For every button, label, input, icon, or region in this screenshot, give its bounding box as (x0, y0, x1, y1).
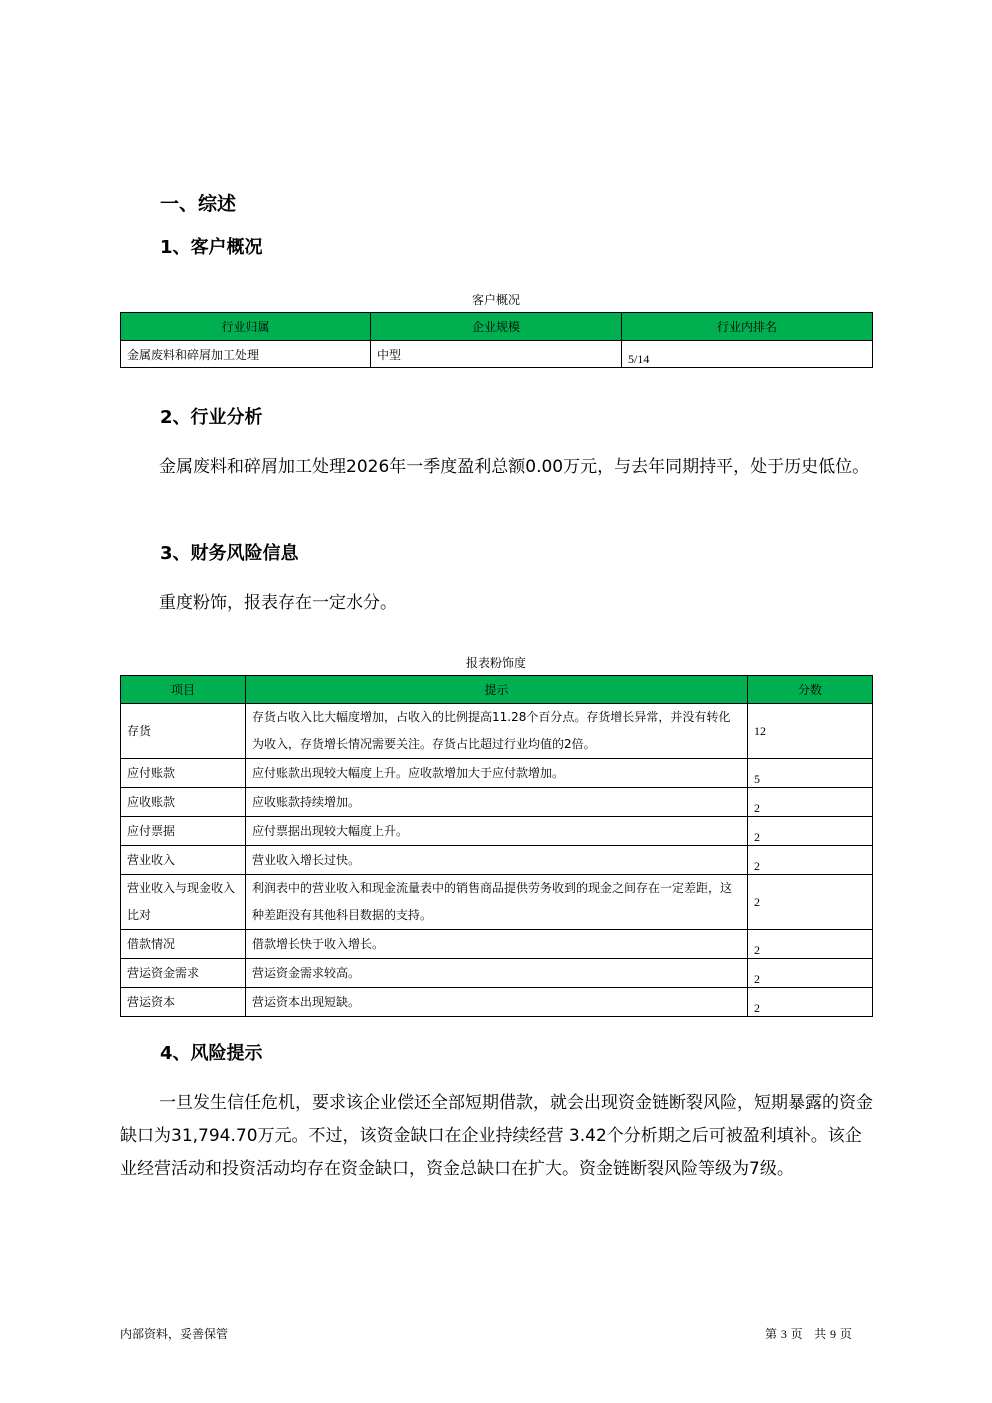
cell-item: 应付票据 (121, 817, 246, 846)
cell-item: 存货 (121, 704, 246, 759)
cell-hint: 应付票据出现较大幅度上升。 (246, 817, 748, 846)
cell-hint: 利润表中的营业收入和现金流量表中的销售商品提供劳务收到的现金之间存在一定差距，这种差距没有其他科目数据的支持。 (246, 875, 748, 930)
cell-score: 2 (748, 988, 873, 1017)
footer-page-unit: 页 (790, 1327, 803, 1341)
footer-page-number (765, 1325, 852, 1342)
header-scale: 企业规模 (371, 313, 622, 341)
cell-item: 营业收入 (121, 846, 246, 875)
cell-score: 2 (748, 959, 873, 988)
heading-customer-overview: 1、客户概况 (160, 237, 263, 258)
heading-risk-tips: 4、风险提示 (160, 1043, 263, 1064)
cell-scale: 中型 (371, 341, 622, 368)
cell-score: 2 (748, 930, 873, 959)
cell-score: 5 (748, 759, 873, 788)
footer-total-unit: 页 (839, 1327, 852, 1341)
cell-item: 营业收入与现金收入比对 (121, 875, 246, 930)
whitewash-table (120, 675, 873, 1017)
cell-item: 借款情况 (121, 930, 246, 959)
cell-score: 2 (748, 875, 873, 930)
header-item: 项目 (121, 676, 246, 704)
financial-risk-text: 重度粉饰，报表存在一定水分。 (159, 593, 397, 613)
cell-rank: 5/14 (622, 341, 873, 368)
cell-score: 2 (748, 817, 873, 846)
table-header-row (121, 313, 873, 341)
footer-page-label: 第 (765, 1327, 778, 1341)
risk-tips-text: 一旦发生信任危机，要求该企业偿还全部短期借款，就会出现资金链断裂风险，短期暴露的资金缺口为31,794.70万元。不过，该资金缺口在企业持续经营 3.42个分析期之后可被盈利填补。该企业经营活动和投资活动均存在资金缺口，资金总缺口在扩大。资金链断裂风险等级为7级。 (120, 1093, 873, 1179)
cell-item: 应付账款 (121, 759, 246, 788)
table-row (121, 959, 873, 988)
cell-item: 营运资本 (121, 988, 246, 1017)
cell-hint: 营运资金需求较高。 (246, 959, 748, 988)
cell-hint: 应收账款持续增加。 (246, 788, 748, 817)
header-hint: 提示 (246, 676, 748, 704)
table-row (121, 759, 873, 788)
header-rank: 行业内排名 (622, 313, 873, 341)
footer-total-label: 共 (814, 1327, 827, 1341)
cell-hint: 营业收入增长过快。 (246, 846, 748, 875)
header-industry: 行业归属 (121, 313, 371, 341)
table-row (121, 341, 873, 368)
header-score: 分数 (748, 676, 873, 704)
whitewash-table-caption: 报表粉饰度 (465, 656, 526, 670)
table-row (121, 875, 873, 930)
cell-item: 应收账款 (121, 788, 246, 817)
customer-overview-table (120, 312, 873, 368)
cell-score: 12 (748, 704, 873, 759)
table-row (121, 846, 873, 875)
heading-financial-risk: 3、财务风险信息 (160, 543, 299, 564)
table-row (121, 704, 873, 759)
table-row (121, 817, 873, 846)
cell-item: 营运资金需求 (121, 959, 246, 988)
overview-table-caption: 客户概况 (471, 293, 520, 307)
section-title-overview: 一、综述 (160, 193, 237, 215)
table-row (121, 988, 873, 1017)
table-row (121, 930, 873, 959)
cell-score: 2 (748, 846, 873, 875)
table-header-row (121, 676, 873, 704)
industry-analysis-text: 金属废料和碎屑加工处理2026年一季度盈利总额0.00万元，与去年同期持平，处于历史低位。 (159, 457, 870, 477)
cell-hint: 营运资本出现短缺。 (246, 988, 748, 1017)
cell-hint: 应付账款出现较大幅度上升。应收款增加大于应付款增加。 (246, 759, 748, 788)
cell-hint: 借款增长快于收入增长。 (246, 930, 748, 959)
table-row (121, 788, 873, 817)
footer-total-num: 9 (829, 1327, 836, 1341)
cell-score: 2 (748, 788, 873, 817)
footer-page-num: 3 (780, 1327, 787, 1341)
heading-industry-analysis: 2、行业分析 (160, 407, 263, 428)
cell-industry: 金属废料和碎屑加工处理 (121, 341, 371, 368)
footer-confidential: 内部资料，妥善保管 (120, 1327, 229, 1341)
cell-hint: 存货占收入比大幅度增加，占收入的比例提高11.28个百分点。存货增长异常，并没有转化为收入，存货增长情况需要关注。存货占比超过行业均值的2倍。 (246, 704, 748, 759)
